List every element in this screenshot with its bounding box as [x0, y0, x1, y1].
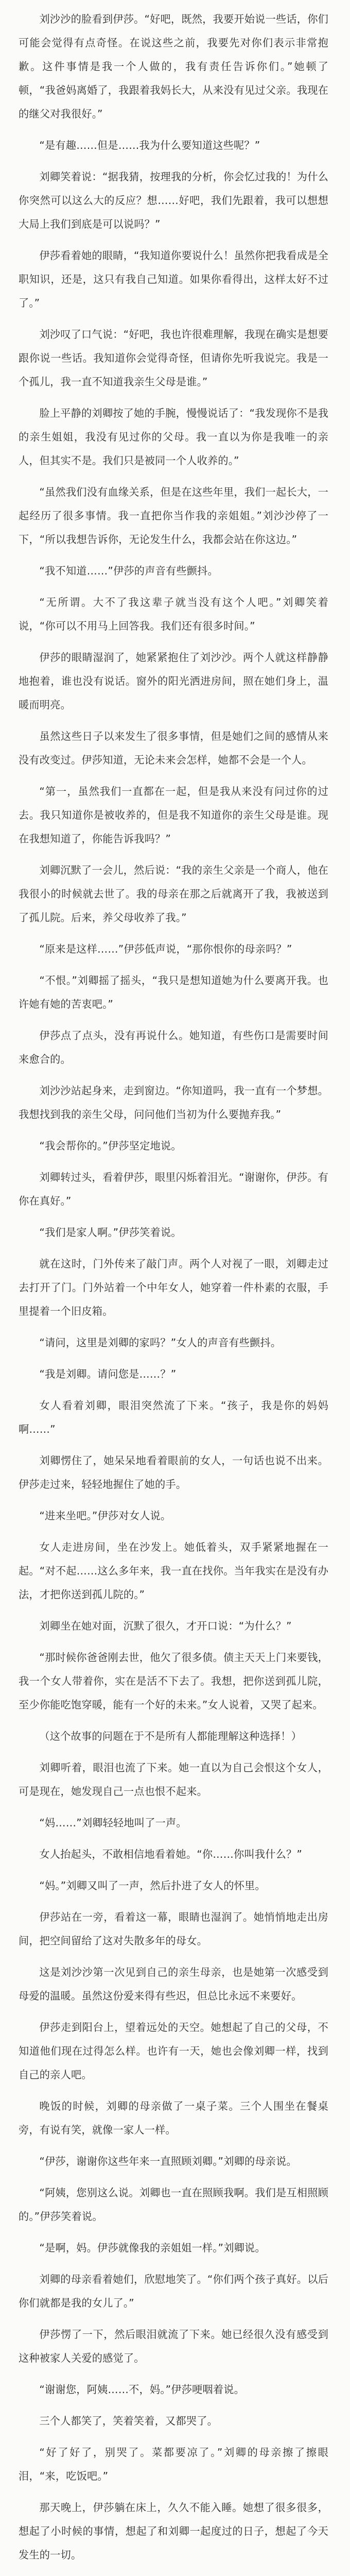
body-paragraph: 就在这时，门外传来了敲门声。两个人对视了一眼，刘卿走过去打开了门。门外站着一个中年女人，她穿着一件朴素的衣服，手里提着一个旧皮箱。: [19, 1258, 328, 1317]
body-paragraph: “原来是这样……”伊莎低声说，“那你恨你的母亲吗？”: [39, 943, 292, 955]
body-paragraph: “我们是家人啊。”伊莎笑着说。: [39, 1226, 182, 1239]
body-paragraph: “无所谓。大不了我这辈子就当没有这个人吧。”刘卿笑着说，“你可以不用马上回答我。我们还有很多时间。”: [19, 596, 328, 632]
body-paragraph: 女人抬起头，不敢相信地看着她。“你……你叫我什么？”: [39, 1848, 303, 1860]
body-paragraph: [19, 2574, 328, 2576]
body-paragraph: 这是刘沙沙第一次见到自己的亲生母亲，也是她第一次感受到母爱的温暖。虽然这份爱来得有些迟，但总比永远不来要好。: [19, 1966, 328, 2002]
body-paragraph: 晚饭的时候，刘卿的母亲做了一桌子菜。三个人围坐在餐桌旁，有说有笑，就像一家人一样。: [19, 2100, 328, 2136]
body-paragraph: 刘卿转过头，看着伊莎，眼里闪烁着泪光。“谢谢你，伊莎。有你在真好。”: [19, 1171, 328, 1207]
body-paragraph: 伊莎看着她的眼睛，“我知道你要说什么！虽然你把我看成是全职知识，还是，这只有我自己知道。如果你看得出，这样太好不过了。”: [19, 249, 328, 309]
body-paragraph: 三个人都笑了，笑着笑着，又都哭了。: [39, 2415, 218, 2427]
body-paragraph: 脸上平静的刘卿按了她的手腕，慢慢说话了：“我发现你不是我的亲生姐姐，我没有见过你的父母。我一直以为你是我唯一的亲人，但其实不是。我们只是被同一个人收养的。”: [19, 407, 328, 467]
body-paragraph: 伊莎走到阳台上，望着远处的天空。她想起了自己的父母，不知道他们现在过得怎么样。也许有一天，她也会像刘卿一样，找到自己的亲人吧。: [19, 2021, 328, 2081]
body-paragraph: 伊莎的眼睛湿润了，她紧紧抱住了刘沙沙。两个人就这样静静地抱着，谁也没有说话。窗外的阳光洒进房间，照在她们身上，温暖而明亮。: [19, 651, 328, 711]
body-paragraph: 刘卿愣住了，她呆呆地看着眼前的女人，一句话也说不出来。伊莎走过来，轻轻地握住了她的手。: [19, 1454, 328, 1490]
body-paragraph: “那时候你爸爸刚去世，他欠了很多债。债主天天上门来要钱，我一个女人带着你，实在是活不下去了。我想，把你送到孤儿院，至少你能吃饱穿暖，能有一个好的未来。”女人说着，又哭了起来。: [19, 1651, 328, 1711]
body-paragraph: “阿姨，您别这么说。刘卿也一直在照顾我啊。我们是互相照顾的。”伊莎笑着说。: [19, 2187, 328, 2223]
body-paragraph: “谢谢您，阿姨……不，妈。”伊莎哽咽着说。: [39, 2383, 244, 2396]
body-paragraph: “虽然我们没有血缘关系，但是在这些年里，我们一起长大，一起经历了很多事情。我一直把你当作我的亲姐姐。”刘沙沙停了一下，“所以我想告诉你，无论发生什么，我都会站在你这边。”: [19, 486, 328, 546]
body-paragraph: 刘卿听着，眼泪也流了下来。她一直以为自己会恨这个女人，可是现在，她发现自己一点也恨不起来。: [19, 1761, 328, 1798]
body-paragraph: “我是刘卿。请问您是……？”: [39, 1368, 177, 1380]
body-paragraph: 女人看着刘卿，眼泪突然流了下来。“孩子，我是你的妈妈啊……”: [19, 1399, 328, 1435]
body-paragraph: 刘卿笑着说：“据我猜，按理我的分析，你会忆过我的！为什么你突然可以这么大的反应？想……好吧，我们先跟着，我可以想想大局上我们到底是可以说吗？”: [19, 171, 328, 230]
body-paragraph: “是啊，妈。伊莎就像我的亲姐姐一样。”刘卿说。: [39, 2242, 266, 2254]
body-paragraph: 伊莎点了点头，没有再说什么。她知道，有些伤口是需要时间来愈合的。: [19, 1029, 328, 1065]
body-paragraph: “我不知道……”伊莎的声音有些颤抖。: [39, 565, 218, 577]
body-paragraph: “我会帮你的。”伊莎坚定地说。: [39, 1140, 182, 1152]
body-paragraph: 刘沙叹了口气说：“好吧，我也许很难理解，我现在确实是想要跟你说一些话。我知道你会觉得奇怪，但请你先听我说完。我是一个孤儿，我一直不知道我亲生父母是谁。”: [19, 328, 328, 388]
body-paragraph: “请问，这里是刘卿的家吗？”女人的声音有些颤抖。: [39, 1336, 282, 1349]
body-paragraph: “妈……”刘卿轻轻地叫了一声。: [39, 1817, 187, 1829]
body-paragraph: “第一，虽然我们一直都在一起，但是我从来没有问过你的过去。我只知道你是被收养的，但是我不知道你的亲生父母是谁。现在我想知道了，你能告诉我吗？”: [19, 785, 328, 845]
body-paragraph: “好了好了，别哭了。菜都要凉了。”刘卿的母亲擦了擦眼泪，“来，吃饭吧。”: [19, 2446, 328, 2482]
body-paragraph: 那天晚上，伊莎躺在床上，久久不能入睡。她想了很多很多，想起了小时候的事情，想起了和刘卿一起度过的日子，想起了今天发生的一切。: [19, 2501, 328, 2561]
body-paragraph: 女人走进房间，坐在沙发上。她低着头，双手紧紧地握在一起。“对不起……这么多年来，我一直在找你。当年我实在是没有办法，才把你送到孤儿院的。”: [19, 1541, 328, 1601]
body-paragraph: 刘卿沉默了一会儿，然后说：“我的亲生父亲是一个商人，他在我很小的时候就去世了。我的母亲在那之后就离开了我，我被送到了孤儿院。后来，养父母收养了我。”: [19, 864, 328, 924]
body-paragraph: 虽然这些日子以来发生了很多事情，但是她们之间的感情从来没有改变过。伊莎知道，无论未来会怎样，她都不会是一个人。: [19, 730, 328, 766]
body-paragraph: 伊莎站在一旁，看着这一幕，眼睛也湿润了。她悄悄地走出房间，把空间留给了这对失散多年的母女。: [19, 1911, 328, 1947]
body-paragraph: “妈。”刘卿又叫了一声，然后扑进了女人的怀里。: [39, 1879, 266, 1892]
body-paragraph: 刘沙沙站起身来，走到窗边。“你知道吗，我一直有一个梦想。我想找到我的亲生父母，问问他们当初为什么要抛弃我。”: [19, 1084, 328, 1121]
chapter-body: [19, 7, 328, 2576]
body-paragraph: “是有趣……但是……我为什么要知道这些呢？”: [39, 139, 260, 151]
body-paragraph: 刘沙沙的脸看到伊莎。“好吧，既然，我要开始说一些话，你们可能会觉得有点奇怪。在说这些之前，我要先对你们表示非常抱歉。这件事情是我一个人做的，我有责任告诉你们。”她顿了顿，“我爸妈离婚了，我跟着我妈长大，从来没有见过父亲。我现在的继父对我很好。”: [19, 13, 328, 120]
body-paragraph: 刘卿坐在她对面，沉默了很久，才开口说：“为什么？”: [39, 1620, 292, 1632]
body-paragraph: “伊莎，谢谢你这些年来一直照顾刘卿。”刘卿的母亲说。: [39, 2155, 297, 2167]
body-paragraph: “不恨。”刘卿摇了摇头，“我只是想知道她为什么要离开我。也许她有她的苦衷吧。”: [19, 974, 328, 1010]
body-paragraph: “进来坐吧。”伊莎对女人说。: [39, 1510, 171, 1522]
body-paragraph: 伊莎愣了一下，然后眼泪就流了下来。她已经很久没有感受到这种被家人关爱的感觉了。: [19, 2328, 328, 2364]
body-paragraph: 刘卿的母亲看着她们，欣慰地笑了。“你们两个孩子真好。以后你们就都是我的女儿了。”: [19, 2273, 328, 2309]
body-paragraph: （这个故事的问题在于不是所有人都能理解这种选择！）: [39, 1730, 302, 1742]
